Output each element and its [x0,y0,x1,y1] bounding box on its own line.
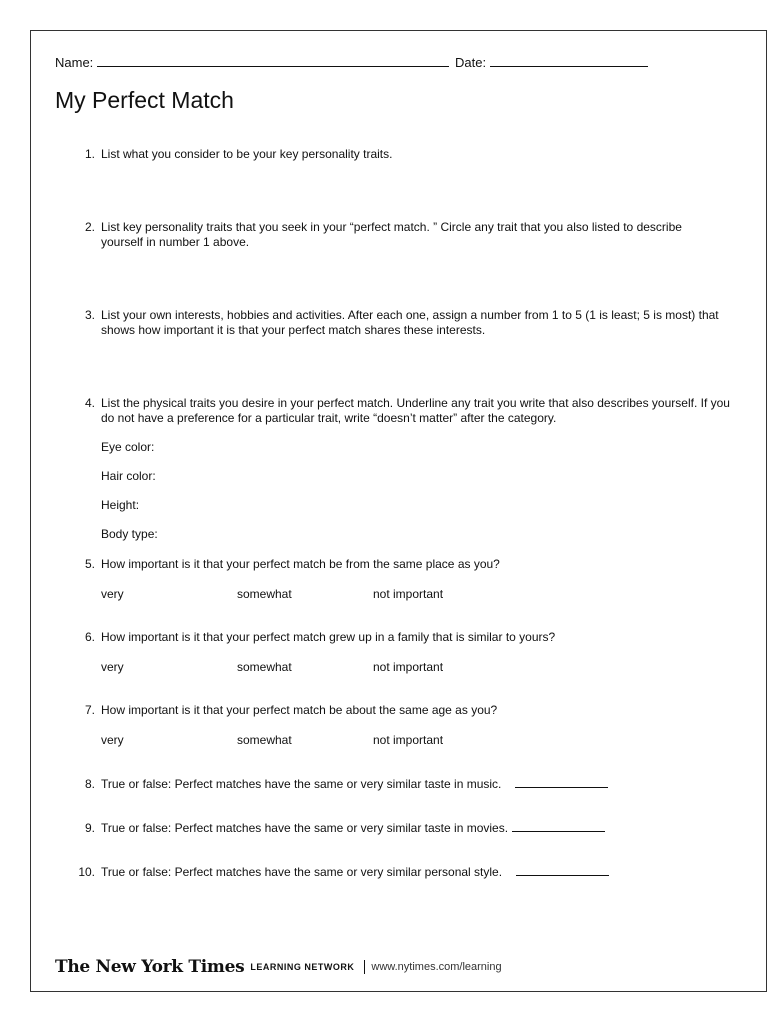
name-field[interactable] [55,55,449,70]
q7-option-not-important[interactable]: not important [373,733,444,747]
q10-answer-blank[interactable] [516,875,609,876]
learning-network-label: LEARNING NETWORK [250,962,355,972]
q8-answer-blank[interactable] [515,787,608,788]
page-title: My Perfect Match [55,87,234,113]
q5-option-very[interactable]: very [101,587,124,601]
q5-option-somewhat[interactable]: somewhat [237,587,292,601]
q6-option-not-important[interactable]: not important [373,660,444,674]
q7-option-somewhat[interactable]: somewhat [237,733,292,747]
height-label: Height: [101,498,140,512]
hair-color-label: Hair color: [101,469,156,483]
q6-option-very[interactable]: very [101,660,124,674]
nyt-logo: The New York Times [55,957,245,977]
eye-color-label: Eye color: [101,440,155,454]
q9-answer-blank[interactable] [512,831,605,832]
body-type-label: Body type: [101,527,158,541]
footer [55,957,502,977]
footer-url-link[interactable]: www.nytimes.com/learning [371,961,502,973]
name-blank-line[interactable] [97,66,449,67]
date-field[interactable] [455,55,648,70]
q7-option-very[interactable]: very [101,733,124,747]
name-label: Name: [55,55,94,70]
footer-divider [364,960,365,974]
date-label: Date: [455,55,487,70]
q5-option-not-important[interactable]: not important [373,587,444,601]
date-blank-line[interactable] [490,66,648,67]
worksheet-page: Name: Date: My Perfect Match 1. List what you consider to be your key personality traits. 2. List key personality traits that you seek in your “perfect match. ” Circle any trait that you also listed to describe yourself in number 1 above. 3. List your own interests, hobbies and activities. After each one, assign a number from 1 to 5 (1 is least; 5 is most) that shows how important it is that your perfect match shares these interests. 4. List the physical traits you desire in your perfect match. Underline any trait you write that also describes yourself. If you do not have a preference for a particular trait, write “doesn’t matter” after the category. Eye color: Hair color: Height: Body type: 5. How important is it that your perfect match be from the same place as you? very somewhat not important 6. How important is it that your perfect match grew up in a family that is similar to yours? very somewhat not important 7. How important is it that your perfect match be about the same age as you? very somewhat not important 8. True or false: Perfect matches have the same or very similar taste in music. 9. True or false: Perfect matches have the same or very similar taste in movies. 10. True or false: Perfect matches have the same or very similar personal style. The New York Times LEARNING NETWORK www.nytimes.com/learning [30,30,767,992]
q6-option-somewhat[interactable]: somewhat [237,660,292,674]
